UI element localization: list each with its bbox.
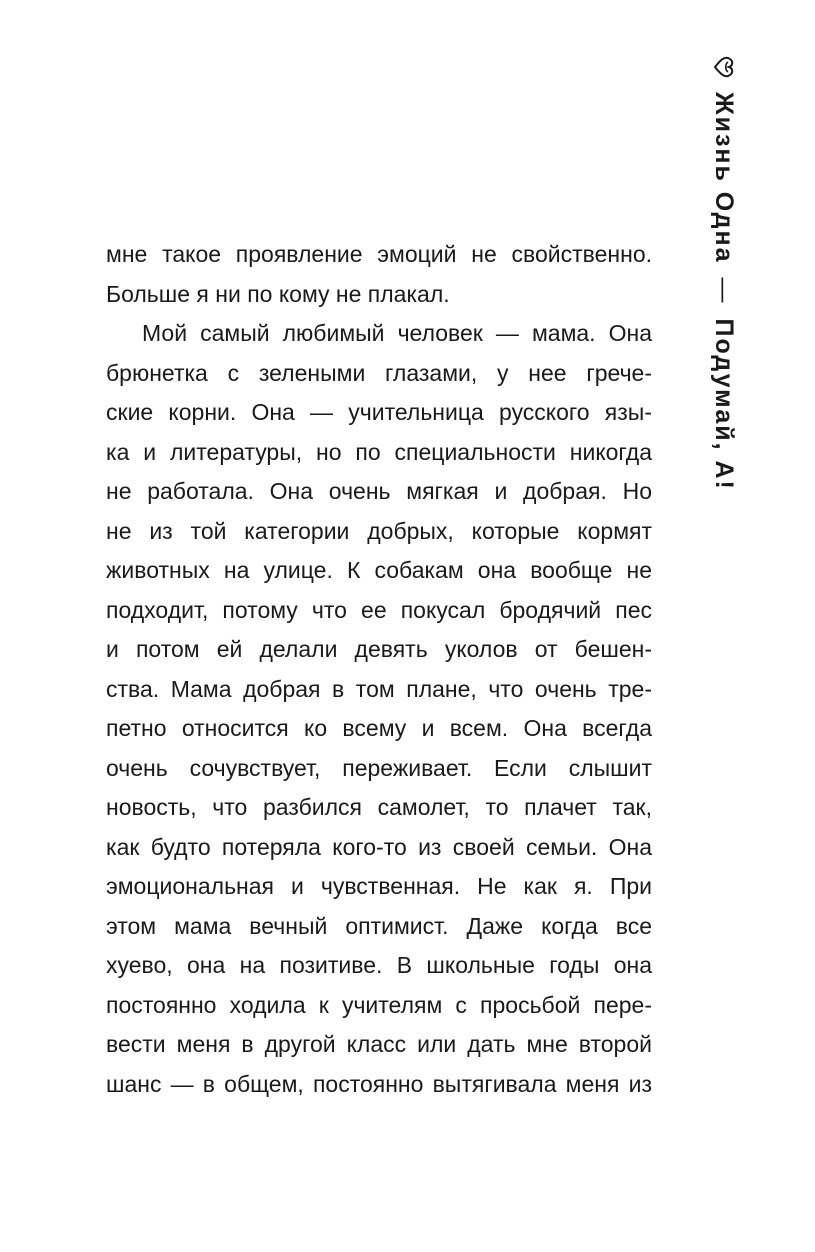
heart-icon bbox=[711, 54, 737, 80]
title-separator: — bbox=[710, 277, 738, 305]
text-line: очень сочувствует, переживает. Если слышит bbox=[106, 754, 652, 781]
text-line: новость, что разбился самолет, то плачет так, bbox=[106, 794, 652, 820]
text-line: как будто потеряла кого-то из своей семьи. Она bbox=[106, 833, 652, 860]
running-head bbox=[706, 54, 746, 674]
text-line: ка и литературы, но по специальности никогда bbox=[106, 438, 652, 465]
text-line: петно относится ко всему и всем. Она всегда bbox=[106, 715, 652, 741]
text-line: и потом ей делали девять уколов от бешен- bbox=[106, 636, 652, 662]
text-line: брюнетка с зелеными глазами, у нее грече- bbox=[106, 359, 652, 386]
text-line: подходит, потому что ее покусал бродячий пес bbox=[106, 596, 652, 623]
text-line: вести меня в другой класс или дать мне второй bbox=[106, 1031, 652, 1057]
book-title: Жизнь Одна bbox=[710, 92, 738, 264]
body-text bbox=[106, 235, 652, 1104]
text-line: эмоциональная и чувственная. Не как я. При bbox=[106, 873, 652, 899]
text-line: не из той категории добрых, которые кормят bbox=[106, 517, 652, 544]
text-line: этом мама вечный оптимист. Даже когда все bbox=[106, 912, 652, 939]
text-line: не работала. Она очень мягкая и добрая. Но bbox=[106, 478, 652, 504]
text-line: шанс — в общем, постоянно вытягивала меня из bbox=[106, 1070, 652, 1097]
text-line: мне такое проявление эмоций не свойственно. bbox=[106, 241, 652, 267]
text-line: ские корни. Она — учительница русского язы- bbox=[106, 399, 652, 425]
text-line: Больше я ни по кому не плакал. bbox=[106, 280, 450, 307]
text-line: хуево, она на позитиве. В школьные годы она bbox=[106, 952, 652, 978]
text-line: животных на улице. К собакам она вообще не bbox=[106, 557, 652, 583]
text-line: постоянно ходила к учителям с просьбой пере- bbox=[106, 991, 652, 1018]
book-author: Подумай, А! bbox=[710, 318, 738, 491]
text-line: Мой самый любимый человек — мама. Она bbox=[142, 320, 652, 346]
text-line: ства. Мама добрая в том плане, что очень тре- bbox=[106, 675, 652, 702]
